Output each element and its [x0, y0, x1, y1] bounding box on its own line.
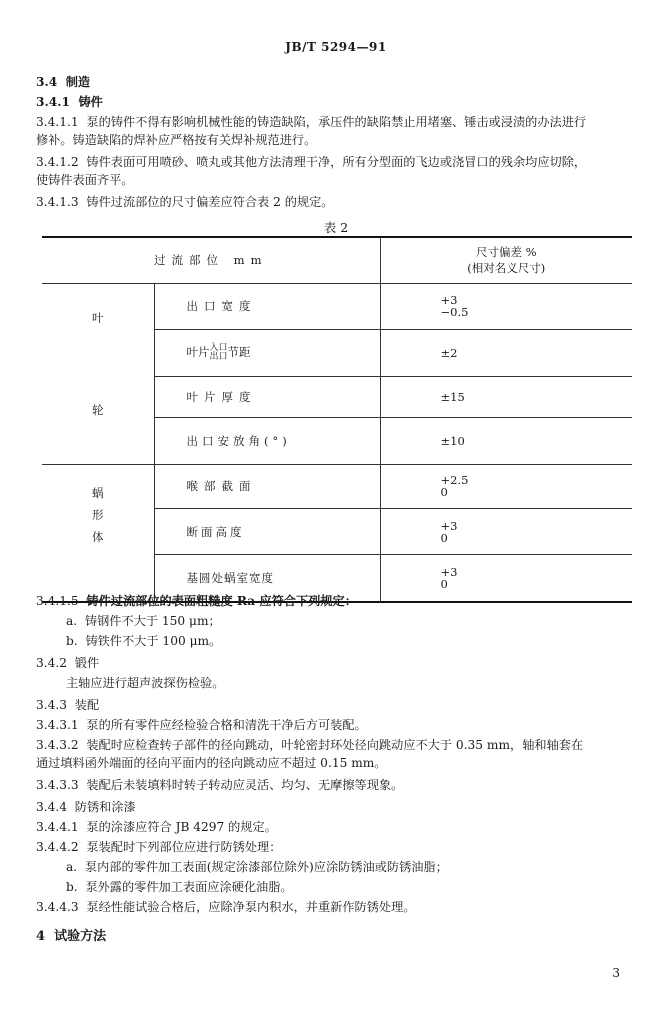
- item-text: 泵外露的零件加工表面应涂硬化油脂。: [85, 880, 293, 894]
- section-title: 锻件: [74, 656, 100, 670]
- clause-number: 3.4.4.2: [36, 840, 79, 854]
- group-char: 轮: [92, 402, 104, 417]
- clause-number: 3.4.4.3: [36, 900, 79, 914]
- clause-3-4-1-1-line2: 修补。铸造缺陷的焊补应严格按有关焊补规范进行。: [36, 133, 317, 147]
- part-name: 出口宽度: [154, 283, 380, 330]
- header-tolerance-line2: (相对名义尺寸): [467, 261, 546, 276]
- item-b: [36, 878, 293, 896]
- page-number: 3: [612, 966, 620, 980]
- clause-text: 泵的铸件不得有影响机械性能的铸造缺陷，承压件的缺陷禁止用堵塞、锤击或浸渍的办法进行: [86, 115, 587, 129]
- clause-3-4-3-2-line1: [36, 736, 583, 754]
- item-b: [36, 632, 221, 650]
- group-char: 形: [92, 507, 104, 522]
- clause-text: 泵经性能试验合格后，应除净泵内积水，并重新作防锈处理。: [86, 900, 416, 914]
- item-mark: a.: [66, 614, 78, 628]
- section-4: [36, 928, 106, 946]
- table-row: [42, 464, 632, 508]
- section-number: 3.4.4: [36, 800, 68, 814]
- group-impeller: [42, 283, 154, 464]
- section-number: 3.4.2: [36, 656, 68, 670]
- tolerance-lower: 0: [440, 576, 448, 591]
- tolerance-lower: 0: [440, 485, 448, 500]
- tolerance-value: ±10: [380, 417, 632, 464]
- tolerance-value: [380, 464, 632, 508]
- section-title: 铸件: [78, 95, 103, 109]
- tolerance-lower: −0.5: [440, 305, 469, 320]
- tolerance-upper: +3: [440, 293, 458, 308]
- clause-text: 铸件过流部位的表面粗糙度 Ra 应符合下列规定：: [86, 594, 357, 608]
- part-name: 出口安放角(°): [154, 417, 380, 464]
- part-sub-top: 入口: [209, 343, 228, 354]
- item-mark: b.: [66, 634, 78, 648]
- group-char: 蜗: [92, 485, 104, 500]
- part-prefix: 叶片: [186, 345, 210, 360]
- header-flow-part: 过流部位 mm: [42, 237, 380, 283]
- page-header: JB/T 5294—91: [285, 40, 387, 54]
- header-tolerance: [380, 237, 632, 283]
- section-3-4-1: [36, 93, 103, 111]
- section-3-4-3: [36, 696, 99, 714]
- part-name: 断面高度: [154, 508, 380, 555]
- clause-number: 3.4.1.5: [36, 594, 79, 608]
- clause-3-4-1-3: [36, 193, 333, 211]
- clause-number: 3.4.1.3: [36, 195, 79, 209]
- clause-3-4-4-1: [36, 818, 277, 836]
- clause-3-4-4-3: [36, 898, 415, 916]
- table-header-row: [42, 237, 632, 283]
- tolerance-upper: +2.5: [440, 473, 469, 488]
- part-name-pitch: [154, 330, 380, 377]
- section-number: 3.4.3: [36, 698, 68, 712]
- clause-text: 装配时应检查转子部件的径向跳动，叶轮密封环处径向跳动应不大于 0.35 mm，轴和轴套在: [86, 738, 584, 752]
- item-a: [36, 858, 448, 876]
- clause-3-4-3-3: [36, 776, 403, 794]
- header-tolerance-line1: 尺寸偏差 %: [475, 245, 537, 260]
- part-sub-bottom: 出口: [209, 352, 228, 363]
- part-sub: [210, 344, 228, 362]
- section-3-4-4: [36, 798, 136, 816]
- clause-text: 泵的所有零件应经检验合格和清洗干净后方可装配。: [86, 718, 367, 732]
- table-2: [42, 236, 632, 603]
- item-mark: a.: [66, 860, 78, 874]
- clause-text: 铸件表面可用喷砂、喷丸或其他方法清理干净，所有分型面的飞边或浇冒口的残余均应切除，: [86, 155, 587, 169]
- part-name: 叶片厚度: [154, 377, 380, 418]
- item-a: [36, 612, 221, 630]
- item-text: 铸铁件不大于 100 μm。: [85, 634, 222, 648]
- clause-text: 装配后未装填料时转子转动应灵活、均匀、无摩擦等现象。: [86, 778, 404, 792]
- clause-3-4-1-2-line1: [36, 153, 586, 171]
- section-title: 试验方法: [54, 929, 107, 944]
- section-title: 制造: [65, 75, 91, 89]
- table-2-title: 表 2: [323, 220, 349, 235]
- part-name: 基圆处蜗室宽度: [154, 555, 380, 602]
- part-name: 喉部截面: [154, 464, 380, 508]
- section-number: 3.4: [36, 75, 58, 89]
- clause-3-4-3-2-line2: 通过填料函外端面的径向平面内的径向跳动应不超过 0.15 mm。: [36, 756, 387, 770]
- part-suffix: 节距: [227, 345, 251, 360]
- section-number: 3.4.1: [36, 95, 70, 109]
- clause-3-4-1-2-line2: 使铸件表面齐平。: [36, 173, 134, 187]
- clause-number: 3.4.1.1: [36, 115, 79, 129]
- clause-number: 3.4.3.2: [36, 738, 79, 752]
- tolerance-upper: +3: [440, 564, 458, 579]
- clause-3-4-1-1-line1: [36, 113, 586, 131]
- clause-number: 3.4.1.2: [36, 155, 79, 169]
- group-char: 叶: [92, 310, 104, 325]
- item-text: 泵内部的零件加工表面(规定涂漆部位除外)应涂防锈油或防锈油脂；: [84, 860, 448, 874]
- tolerance-lower: 0: [440, 530, 448, 545]
- clause-3-4-1-5: [36, 592, 357, 610]
- forging-text: 主轴应进行超声波探伤检验。: [66, 676, 225, 690]
- item-mark: b.: [66, 880, 78, 894]
- section-3-4: [36, 73, 90, 91]
- group-volute: [42, 464, 154, 602]
- tolerance-value: [380, 283, 632, 330]
- section-number: 4: [36, 929, 46, 944]
- tolerance-value: [380, 508, 632, 555]
- clause-3-4-3-1: [36, 716, 367, 734]
- clause-text: 铸件过流部位的尺寸偏差应符合表 2 的规定。: [86, 195, 334, 209]
- group-char: 体: [92, 529, 104, 544]
- clause-number: 3.4.3.1: [36, 718, 79, 732]
- section-title: 防锈和涂漆: [74, 800, 136, 814]
- table-row: [42, 283, 632, 330]
- clause-3-4-4-2: [36, 838, 281, 856]
- section-title: 装配: [74, 698, 100, 712]
- clause-text: 泵装配时下列部位应进行防锈处理：: [86, 840, 282, 854]
- clause-number: 3.4.4.1: [36, 820, 79, 834]
- item-text: 铸钢件不大于 150 μm；: [84, 614, 221, 628]
- clause-number: 3.4.3.3: [36, 778, 79, 792]
- tolerance-value: ±2: [380, 330, 632, 377]
- tolerance-value: [380, 555, 632, 602]
- tolerance-value: ±15: [380, 377, 632, 418]
- section-3-4-2: [36, 654, 99, 672]
- tolerance-upper: +3: [440, 518, 458, 533]
- clause-text: 泵的涂漆应符合 JB 4297 的规定。: [86, 820, 277, 834]
